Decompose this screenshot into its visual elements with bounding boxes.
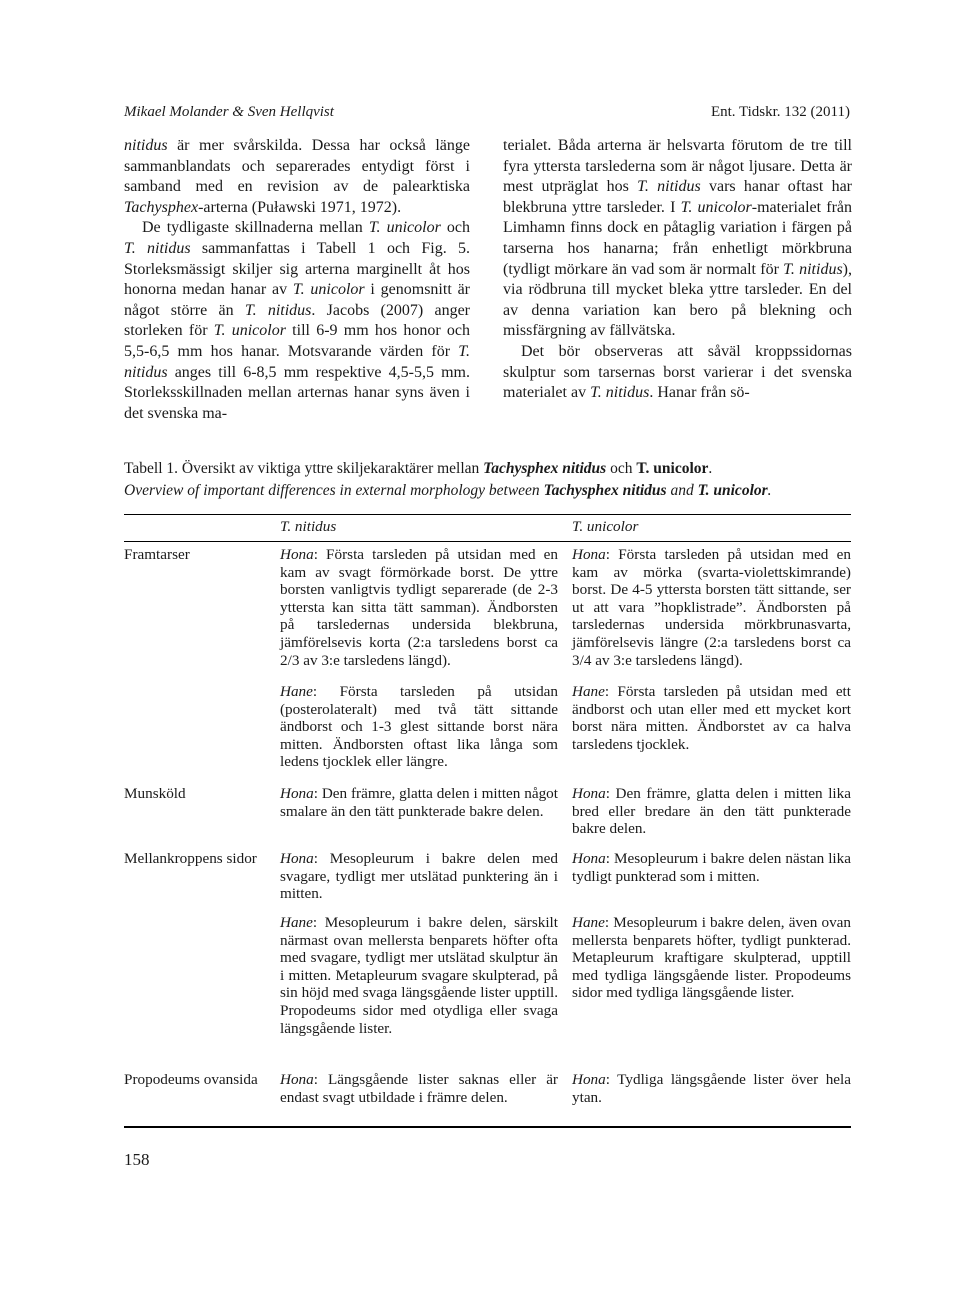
- cell-nitidus-mellankropp-female: [280, 850, 558, 903]
- sex-label: Hona: [280, 1071, 314, 1088]
- cell-nitidus-framtarser-female: [280, 546, 558, 669]
- species-name: nitidus: [124, 137, 168, 154]
- sex-label: Hane: [280, 914, 313, 931]
- species-name: T. unicolor: [680, 198, 752, 216]
- species-name: T. unicolor: [292, 281, 365, 299]
- sex-label: Hona: [280, 850, 314, 867]
- species-name: T. unicolor: [213, 322, 286, 340]
- sex-label: Hane: [280, 683, 313, 700]
- species-name: T. unicolor: [636, 460, 709, 477]
- cell-text: : Mesopleurum i bakre delen, även ovan mellersta benparets höfter, tydligt punkterad. Metapleurum kraftigare skulpterad, upptill med tydliga längsgående lister. Propodeums sidor med tydliga längsgående lister.: [572, 914, 851, 1002]
- cell-text: : Mesopleurum i bakre delen med svagare, tydligt mer utslätad punktering än i mitten.: [280, 850, 558, 903]
- text-run: . Hanar från sö-: [649, 384, 750, 402]
- row-label-propodeums-ovansida: Propodeums ovansida: [124, 1071, 258, 1088]
- species-name: T. nitidus: [783, 260, 843, 278]
- text-run: and: [666, 482, 698, 499]
- text-run: .: [708, 460, 713, 477]
- cell-text: : Första tarsleden på utsidan med en kam av mörka (svarta-violettskimrande) borst. De 4-5 yttersta borsten tätt sittande, ser ut att vara ”hopklistrade”. Ändborsten på tarsledernas undersida mörkbrunasvarta, jämförelsevis längre (2:a tarsledens borst ca 3/4 av 3:e tarsledens längd).: [572, 546, 851, 669]
- text-run: Det bör observeras att såväl kroppssidornas skulptur som tarsernas borst varierar i det svenska materialet av: [503, 342, 852, 402]
- cell-nitidus-mellankropp-male: [280, 914, 558, 1037]
- page-number: 158: [124, 1150, 150, 1169]
- cell-unicolor-mellankropp-male: [572, 914, 851, 1002]
- paragraph: [124, 136, 470, 218]
- cell-nitidus-framtarser-male: [280, 683, 558, 771]
- text-run: Overview of important differences in external morphology between: [124, 482, 544, 499]
- row-label-mellankroppens-sidor: Mellankroppens sidor: [124, 850, 257, 867]
- table-top-rule: [124, 514, 851, 515]
- cell-nitidus-munskold-female: [280, 785, 558, 820]
- text-run: terialet. Båda arterna är helsvarta förutom de tre till fyra yttersta tarslederna som är något ljusare. Detta är mest utpräglat hos: [503, 137, 852, 196]
- cell-unicolor-framtarser-female: [572, 546, 851, 669]
- text-run: anges till 6-8,5 mm respektive 4,5-5,5 mm. Storleksskillnaden mellan arternas hanar syns även i det svenska ma-: [124, 363, 470, 422]
- sex-label: Hona: [280, 546, 314, 563]
- header-journal: Ent. Tidskr. 132 (2011): [710, 104, 850, 120]
- text-run: -materialet från Limhamn finns dock en påtaglig variation i färgen på tarserna hos hanarna; från enhetligt mörkbruna (tydligt mörkare än vad som är normalt för: [503, 198, 853, 278]
- column-header-unicolor: T. unicolor: [572, 518, 639, 535]
- species-name: Tachysphex nitidus: [543, 482, 667, 499]
- cell-text: : Den främre, glatta delen i mitten något smalare än den tätt punkterade bakre delen.: [280, 785, 558, 820]
- sex-label: Hona: [572, 1071, 606, 1088]
- cell-text: : Längsgående lister saknas eller är endast svagt utbildade i främre delen.: [280, 1071, 558, 1106]
- table-header-rule: [124, 541, 851, 542]
- text-run: vars hanar oftast har blekbruna yttre tarsleder. I: [503, 178, 852, 216]
- text-run: ), via rödbruna till mycket bleka yttre tarsleder. En del av denna variation kan bero på blekning och missfärgning av fällvätska.: [503, 260, 852, 340]
- cell-unicolor-munskold-female: [572, 785, 851, 838]
- header-authors: Mikael Molander & Sven Hellqvist: [124, 104, 334, 120]
- column-header-nitidus: T. nitidus: [280, 518, 337, 535]
- species-name: Tachysphex nitidus: [483, 460, 607, 477]
- table-caption: [124, 458, 860, 502]
- text-run: . Jacobs (2007) anger storleken för: [124, 301, 471, 340]
- species-name: T. nitidus: [244, 301, 312, 319]
- cell-text: : Första tarsleden på utsidan med ett ändborst och utan eller med ett mycket kort borst nära mitten. Ändborstet av ca halva tarsledens tjocklek.: [572, 683, 851, 753]
- species-name: T. unicolor: [368, 219, 441, 237]
- text-run: och: [440, 219, 471, 237]
- caption-line-english: [124, 480, 860, 502]
- cell-nitidus-propodeum-female: [280, 1071, 558, 1106]
- cell-text: : Första tarsleden på utsidan med en kam av svagt förmörkade borst. De yttre borsten vanligtvis tydligt separerade (de 2-3 yttersta kan sitta tätt samman). Ändborsten på tarsledernas undersida blekbruna, jämförelsevis korta (2:a tarsledens borst ca 2/3 av 3:e tarsledens längd).: [280, 546, 558, 669]
- species-name: T. nitidus: [590, 384, 650, 402]
- paragraph: [503, 136, 852, 342]
- species-name: T. nitidus: [637, 178, 701, 196]
- species-name: T. nitidus: [124, 239, 191, 257]
- cell-text: : Tydliga längsgående lister över hela ytan.: [572, 1071, 851, 1106]
- text-column-left: [124, 136, 470, 424]
- sex-label: Hane: [572, 683, 605, 700]
- text-run: .: [767, 482, 772, 499]
- cell-text: : Första tarsleden på utsidan (posterolateralt) med två tätt sittande ändborst och 1-3 glest sittande borst nära mitten. Ändborsten oftast lika långa som ledens tjocklek eller längre.: [280, 683, 558, 771]
- text-run: i genomsnitt är något större än: [124, 281, 470, 319]
- cell-text: : Mesopleurum i bakre delen nästan lika tydligt punkterad som i mitten.: [572, 850, 851, 885]
- text-run: Tabell 1. Översikt av viktiga yttre skiljekaraktärer mellan: [124, 460, 484, 477]
- sex-label: Hona: [572, 850, 606, 867]
- species-name: T. nitidus: [124, 342, 470, 381]
- text-run: -arterna (Puławski 1971, 1972).: [198, 198, 402, 216]
- row-label-munskold: Munsköld: [124, 785, 186, 802]
- cell-text: : Mesopleurum i bakre delen, särskilt närmast ovan mellersta benparets höfter ofta med svagare, tydligt mer utslätad skulptur än i mitten. Metapleurum svagare skulpterad, på sin höjd med svaga längsgående lister upptill. Propodeums sidor med otydliga eller svaga längsgående lister.: [280, 914, 558, 1037]
- genus-name: Tachysphex: [124, 198, 199, 216]
- text-run: är mer svårskilda. Dessa har också länge sammanblandats och separerades entydigt först i samband med en revision av de palearktiska: [124, 137, 470, 196]
- table-bottom-rule: [124, 1126, 851, 1128]
- species-name: T. unicolor: [697, 482, 768, 499]
- paragraph: [124, 218, 470, 424]
- cell-unicolor-propodeum-female: [572, 1071, 851, 1106]
- cell-text: : Den främre, glatta delen i mitten lika bred eller bredare än den tätt punkterade bakre delen.: [572, 785, 851, 838]
- text-run: sammanfattas i Tabell 1 och Fig. 5. Storleksmässigt skiljer sig arterna marginellt åt hos honorna medan hanar av: [124, 239, 470, 299]
- cell-unicolor-mellankropp-female: [572, 850, 851, 885]
- text-run: till 6-9 mm hos honor och 5,5-6,5 mm hos hanar. Motsvarande värden för: [124, 322, 471, 360]
- cell-unicolor-framtarser-male: [572, 683, 851, 753]
- sex-label: Hona: [572, 546, 606, 563]
- running-header: [124, 104, 850, 128]
- sex-label: Hona: [572, 785, 606, 802]
- paragraph: [503, 342, 852, 404]
- sex-label: Hane: [572, 914, 605, 931]
- text-run: och: [606, 460, 637, 477]
- sex-label: Hona: [280, 785, 314, 802]
- row-label-framtarser: Framtarser: [124, 546, 190, 563]
- text-column-right: [503, 136, 852, 404]
- text-run: De tydligaste skillnaderna mellan: [142, 219, 369, 237]
- caption-line-swedish: [124, 458, 860, 480]
